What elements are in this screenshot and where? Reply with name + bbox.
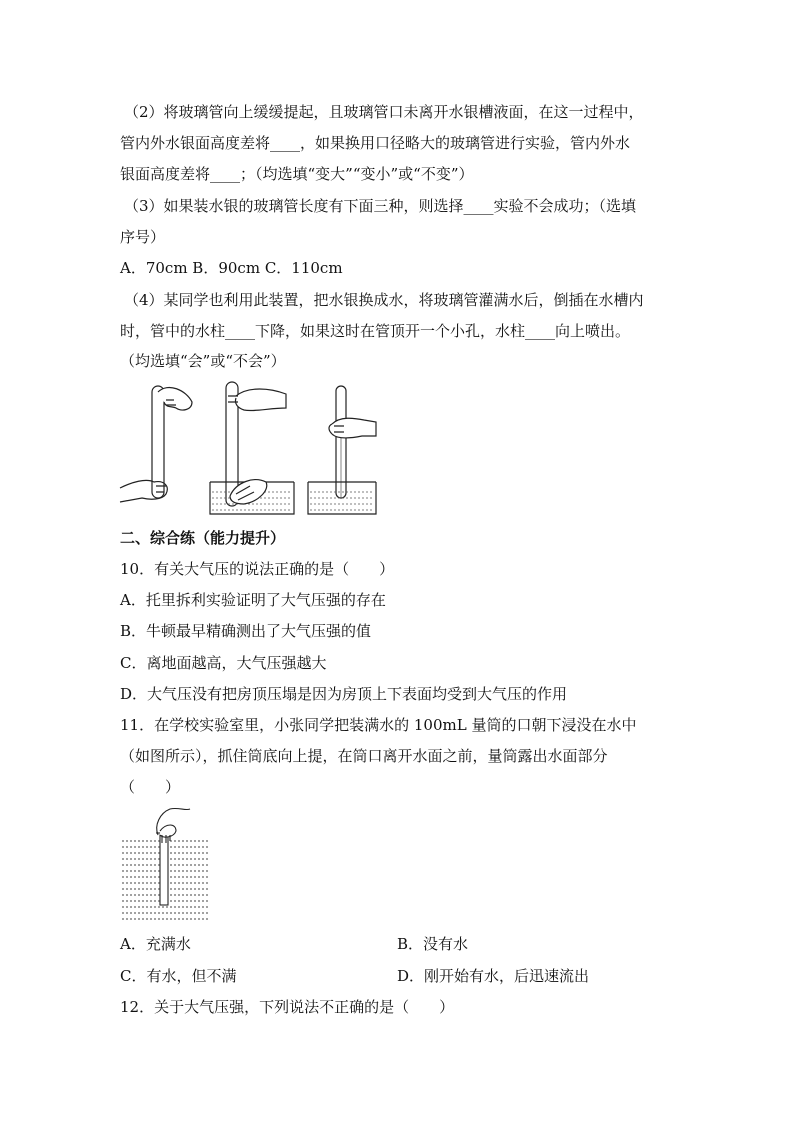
step1-tube-hands-illustration bbox=[120, 386, 192, 502]
q12-stem: 12．关于大气压强，下列说法不正确的是（ ） bbox=[120, 998, 455, 1016]
q11-stem-line1: 11．在学校实验室里，小张同学把装满水的 100mL 量筒的口朝下浸没在水中 bbox=[120, 716, 637, 734]
q11-option-c: C．有水，但不满 bbox=[120, 967, 237, 985]
tube-experiment-figure bbox=[118, 378, 378, 518]
q10-stem: 10．有关大气压的说法正确的是（ ） bbox=[120, 560, 395, 578]
step2-tube-in-basin-illustration bbox=[210, 382, 294, 514]
q11-option-d: D．刚开始有水，后迅速流出 bbox=[397, 967, 590, 985]
q11-option-b: B．没有水 bbox=[397, 935, 469, 953]
q11-option-a: A．充满水 bbox=[120, 935, 191, 953]
q10-option-c: C．离地面越高，大气压强越大 bbox=[120, 654, 327, 672]
cylinder-in-water-figure bbox=[120, 805, 210, 925]
q9-part3-line1: （3）如果装水银的玻璃管长度有下面三种，则选择____实验不会成功；（选填 bbox=[124, 197, 637, 215]
q9-part2-line2: 管内外水银面高度差将____，如果换用口径略大的玻璃管进行实验，管内外水 bbox=[120, 134, 631, 152]
section-title: 二、综合练（能力提升） bbox=[120, 529, 286, 547]
q10-option-a: A．托里拆利实验证明了大气压强的存在 bbox=[120, 591, 386, 609]
q11-stem-line2: （如图所示），抓住筒底向上提，在筒口离开水面之前，量筒露出水面部分 bbox=[120, 747, 608, 765]
q10-option-b: B．牛顿最早精确测出了大气压强的值 bbox=[120, 622, 372, 640]
q9-part2-line1: （2）将玻璃管向上缓缓提起，且玻璃管口未离开水银槽液面，在这一过程中， bbox=[124, 103, 644, 121]
cylinder-and-hand-illustration bbox=[156, 808, 190, 905]
q11-stem-line3: （ ） bbox=[120, 778, 181, 796]
q9-part2-line3: 银面高度差将____；（均选填“变大”“变小”或“不变”） bbox=[120, 165, 474, 183]
q9-part4-line3: （均选填“会”或“不会”） bbox=[120, 352, 286, 370]
q10-option-d: D．大气压没有把房顶压塌是因为房顶上下表面均受到大气压的作用 bbox=[120, 685, 568, 703]
step3-tube-upright-illustration bbox=[308, 386, 376, 514]
q9-part4-line1: （4）某同学也利用此装置，把水银换成水，将玻璃管灌满水后，倒插在水槽内 bbox=[124, 291, 644, 309]
q9-part3-options: A．70cm B．90cm C．110cm bbox=[120, 259, 343, 277]
q9-part3-line2: 序号） bbox=[120, 228, 166, 246]
q9-part4-line2: 时，管中的水柱____下降，如果这时在管顶开一个小孔，水柱____向上喷出。 bbox=[120, 322, 631, 340]
